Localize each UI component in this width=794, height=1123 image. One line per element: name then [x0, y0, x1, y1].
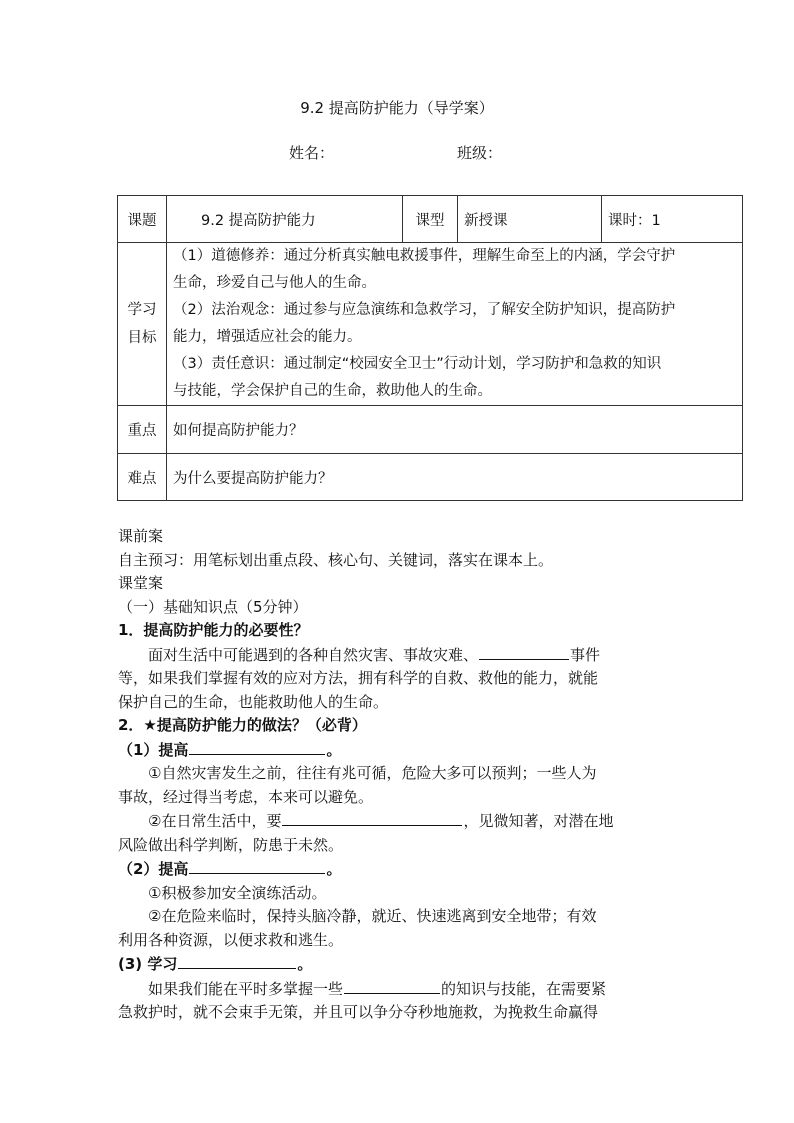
sub-1-p2-line-1	[118, 809, 678, 834]
goal-2-line-2: 能力，增强适应社会的能力。	[173, 329, 362, 345]
key-point-label: 重点	[118, 406, 167, 454]
difficult-point-row	[118, 454, 743, 501]
goal-3-line-1: （3）责任意识：通过制定“校园安全卫士”行动计划，学习防护和急救的知识	[173, 356, 662, 372]
topic-value: 9.2 提高防护能力	[167, 196, 403, 243]
page-title: 9.2 提高防护能力（导学案）	[300, 99, 494, 117]
goals-label-line-2: 目标	[127, 330, 157, 346]
lesson-info-table	[117, 195, 743, 501]
q1-text-b: 事件	[570, 645, 601, 664]
sub-1-p1-line-1: ①自然灾害发生之前，往往有兆可循，危险大多可以预判；一些人为	[148, 764, 597, 782]
q1-line-3: 保护自己的生命，也能救助他人的生命。	[118, 692, 389, 711]
goal-1-line-1: （1）道德修养：通过分析真实触电救援事件，理解生命至上的内涵，学会守护	[173, 248, 676, 264]
self-study-text: 自主预习：用笔标划出重点段、核心句、关键词，落实在课本上。	[118, 550, 554, 569]
question-2: 2．★提高防护能力的做法？（必背）	[118, 716, 367, 734]
key-point-row	[118, 406, 743, 454]
sub-2-p2-line-2: 利用各种资源，以便求救和逃生。	[118, 930, 344, 949]
name-label: 姓名：	[289, 144, 335, 162]
sub-1-p1-line-2: 事故，经过得当考虑，本来可以避免。	[118, 787, 374, 806]
goals-label	[118, 243, 167, 406]
sub-2-heading	[118, 857, 678, 882]
type-label: 课型	[403, 196, 458, 243]
topic-label: 课题	[118, 196, 167, 243]
sub-3-p1-line-1	[118, 977, 678, 1002]
sub-3-end: 。	[297, 955, 313, 973]
class-label: 班级：	[457, 144, 503, 162]
sub-3-p1-text-a: 如果我们能在平时多掌握一些	[148, 979, 344, 998]
worksheet-body	[118, 525, 678, 1025]
sub-1-end: 。	[326, 740, 342, 759]
sub-3-p1-line-2: 急救护时，就不会束手无策，并且可以争分夺秒地施救，为挽救生命赢得	[118, 1003, 599, 1021]
sub-1-p2-line-2: 风险做出科学判断，防患于未然。	[118, 835, 344, 854]
q1-line-2: 等，如果我们掌握有效的应对方法，拥有科学的自救、救他的能力，就能	[118, 669, 599, 687]
goal-3-line-2: 与技能，学会保护自己的生命，救助他人的生命。	[173, 383, 492, 399]
sub-2-label: （2）提高	[118, 860, 189, 878]
hours-value: 课时：1	[602, 196, 743, 243]
answer-blank-6[interactable]	[344, 977, 440, 994]
sub-1-label: （1）提高	[118, 740, 189, 759]
answer-blank-4[interactable]	[189, 857, 325, 874]
sub-3-heading	[118, 952, 678, 977]
goals-content	[167, 243, 743, 406]
sub-1-p2-text-b: ，见微知著，对潜在地	[463, 812, 614, 830]
difficult-point-value: 为什么要提高防护能力？	[167, 454, 743, 501]
section-1-heading: （一）基础知识点（5分钟）	[118, 597, 308, 616]
in-class-heading: 课堂案	[118, 574, 164, 592]
pre-class-heading: 课前案	[118, 527, 164, 545]
q1-line-1	[118, 643, 678, 668]
answer-blank-5[interactable]	[178, 952, 296, 969]
sub-2-p1: ①积极参加安全演练活动。	[148, 883, 327, 902]
q1-text-a: 面对生活中可能遇到的各种自然灾害、事故灾难、	[148, 645, 479, 664]
goals-row	[118, 243, 743, 406]
goal-1-line-2: 生命，珍爱自己与他人的生命。	[173, 275, 376, 291]
sub-1-heading	[118, 738, 678, 763]
goal-2-line-1: （2）法治观念：通过参与应急演练和急救学习，了解安全防护知识，提高防护	[173, 302, 676, 318]
key-point-value: 如何提高防护能力？	[167, 406, 743, 454]
goals-label-line-1: 学习	[127, 302, 157, 318]
answer-blank-3[interactable]	[282, 809, 462, 826]
difficult-point-label: 难点	[118, 454, 167, 501]
sub-2-end: 。	[326, 860, 342, 878]
type-value: 新授课	[458, 196, 602, 243]
sub-3-label: (3) 学习	[118, 955, 178, 973]
sub-1-p2-text-a: ②在日常生活中，要	[148, 812, 282, 830]
question-1: 1．提高防护能力的必要性？	[118, 621, 309, 639]
answer-blank-1[interactable]	[479, 643, 569, 660]
answer-blank-2[interactable]	[189, 738, 325, 755]
topic-row	[118, 196, 743, 243]
sub-3-p1-text-b: 的知识与技能，在需要紧	[441, 979, 607, 998]
sub-2-p2-line-1: ②在危险来临时，保持头脑冷静，就近、快速逃离到安全地带；有效	[148, 907, 597, 925]
